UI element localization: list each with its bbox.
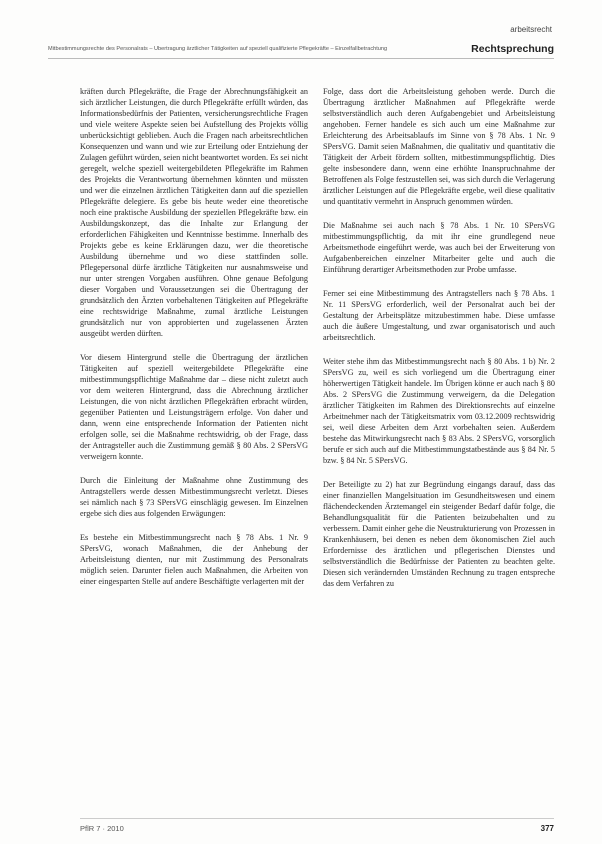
page-number: 377 <box>540 823 554 833</box>
page-footer <box>80 822 554 834</box>
paragraph: Es bestehe ein Mitbestimmungsrecht nach § 78 Abs. 1 Nr. 9 SPersVG, wonach Maßnahmen, die der Anhebung der Arbeitsleistung dienten, nur mit Zustimmung des Personalrats möglich seien. Darunter fielen auch Maßnahmen, die Arbeiten von einer eingesparten Stelle auf andere Beschäftigte verlagerten mit der <box>80 533 308 586</box>
paragraph: Der Beteiligte zu 2) hat zur Begründung eingangs darauf, dass das einer finanziellen Mangelsituation im Gesundheitswesen und einem flächendeckenden Ärztemangel ein steigender Bedarf dafür folge, die Behandlungsqualität für die Patienten beizubehalten und zu verbessern. Damit einher gehe die Neustrukturierung von Prozessen in Krankenhäusern, bei denen es neben dem ökonomischen Ziel auch Erfordernisse des ärztlichen und pflegerischen Dienstes und selbstverständlich die Bedürfnisse der Patienten zu beachten gelte. Diesen sich verändernden Umständen Rechnung zu tragen entspreche das dem Verfahren zu <box>323 480 555 588</box>
right-column <box>323 86 555 602</box>
running-header <box>48 40 554 59</box>
left-column <box>80 86 308 600</box>
journal-issue: PflR 7 · 2010 <box>80 823 124 833</box>
paragraph: Die Maßnahme sei auch nach § 78 Abs. 1 Nr. 10 SPersVG mitbestimmungspflichtig, da mit ihr eine grundlegend neue Arbeitsmethode eingeführt werde, was auch bei der Erweiterung von Aufgabenbereichen einzelner Mitarbeiter gelte und auch die Einführung derartiger Arbeitsmethoden zur Probe umfasse. <box>323 221 555 274</box>
running-header-section: Rechtsprechung <box>471 43 554 55</box>
paragraph: Durch die Einleitung der Maßnahme ohne Zustimmung des Antragstellers werde dessen Mitbestimmungsrecht verletzt. Dieses sei nämlich nach § 73 SPersVG einschlägig gewesen. Im Einzelnen ergebe sich dies aus folgenden Erwägungen: <box>80 476 308 518</box>
paragraph: kräften durch Pflegekräfte, die Frage der Abrechnungsfähigkeit an sich ärztlicher Leistungen, die durch Pflegekräfte erfüllt würden, das Informationsbedürfnis der Patienten, versicherungsrechtliche Fragen und viele weitere Aspekte seien bei Aufstellung des Projekts völlig unberücksichtigt geblieben. Auch die Fragen nach arbeitsrechtlichen Konsequenzen und wann und wie zur Erteilung oder Entziehung der Zulagen geführt würden, seien nicht beantwortet worden. Es sei nicht geregelt, welche speziell weitergebildeten Pflegekräfte im Rahmen des Projekts die Verantwortung übernehmen könnten und müssten und wer die einzelnen ärztlichen Tätigkeiten dann auf die speziellen Pflegekräfte delegiere. Es gebe bis heute weder eine theoretische noch eine praktische Ausbildung der speziellen Pflegekräfte bzw. ein Ausbildungskonzept, das die Inhalte zur Erlangung der erforderlichen Fähigkeiten und Kenntnisse bestimme. Innerhalb des Projekts gebe es keine Erklärungen dazu, wer die theoretische Ausbildung übernehme und wo diese stattfinden solle. Pflegepersonal dürfe ärztliche Tätigkeiten nur ausnahmsweise und nur unter strengen Vorgaben ausführen. Ohne genaue Befolgung dieser Vorgaben und Voraussetzungen sei die Übertragung der grundsätzlich den Ärzten vorbehaltenen Tätigkeiten auf Pflegekräfte eine rechtswidrige Maßnahme, zumal ärztliche Leistungen grundsätzlich nur von approbierten und zugelassenen Ärzten ausgeübt werden dürften. <box>80 87 308 338</box>
running-header-path: Mitbestimmungsrechte des Personalrats – Übertragung ärztlicher Tätigkeiten auf speziell qualifizierte Pflegekräfte – Einzelfallbetrachtung <box>48 46 388 52</box>
paragraph: Ferner sei eine Mitbestimmung des Antragstellers nach § 78 Abs. 1 Nr. 11 SPersVG erforderlich, weil der Personalrat auch bei der Gestaltung der Arbeitsplätze mitzubestimmen habe. Diese umfasse auch die äußere Umgestaltung, und zwar organisatorisch und auch arbeitsrechtlich. <box>323 289 555 342</box>
section-kicker: arbeitsrecht <box>510 25 552 34</box>
footer-divider <box>80 818 554 819</box>
paragraph: Folge, dass dort die Arbeitsleistung gehoben werde. Durch die Übertragung ärztlicher Maßnahmen auf Pflegekräfte werde selbstverständlich auch deren Aufgabengebiet und Arbeitsleistung angehoben. Ferner handele es sich auch um eine Maßnahme zur Erleichterung des Arbeitsablaufs im Sinne von § 78 Abs. 1 Nr. 9 SPersVG. Damit seien Maßnahmen, die qualitativ und quantitativ die Tätigkeit der Arbeit fördern sollten, mitbestimmungspflichtig. Dies gelte insbesondere dann, wenn eine erhöhte Inanspruchnahme der Betroffenen als Folge festzustellen sei, was sich durch die Verlagerung ärztlicher Leistungen auf die Pflegekräfte ergebe, weil diese qualitativ und quantitativ vermehrt in Anspruch genommen würden. <box>323 87 555 206</box>
paragraph: Weiter stehe ihm das Mitbestimmungsrecht nach § 80 Abs. 1 b) Nr. 2 SPersVG zu, weil es sich vorliegend um die Übertragung einer höherwertigen Tätigkeit handele. Im Übrigen könne er auch nach § 80 Abs. 2 SPersVG die Zustimmung verweigern, da die Delegation ärztlicher Tätigkeiten im Rahmen des Direktionsrechts auf einzelne Arbeitnehmer nach der Tätigkeitsmatrix vom 03.12.2009 rechtswidrig sei, weil diese Arbeiten dem Arzt vorbehalten seien. Außerdem bestehe das Mitwirkungsrecht nach § 83 Abs. 2 SPersVG, vorsorglich berufe er sich auch auf die Mitbestimmungstatbestände aus § 84 Nr. 5 bzw. § 84 Nr. 5 SPersVG. <box>323 357 555 465</box>
paragraph: Vor diesem Hintergrund stelle die Übertragung der ärztlichen Tätigkeiten auf speziell weitergebildete Pflegekräfte eine mitbestimmungspflichtige Maßnahme dar – diese nicht zuletzt auch vor dem weiteren Hintergrund, dass die Abrechnung ärztlicher Leistungen, die von nicht ärztlichen Pflegekräften erbracht würden, gegenüber Patienten und Leistungsträgern erfolge. Von daher und dann, wenn eine entsprechende Information der Patienten nicht erfolgen solle, sei die Maßnahme rechtswidrig, ob der Frage, dass der Antragsteller auch die Zustimmung gemäß § 80 Abs. 2 SPersVG verweigern konnte. <box>80 353 308 461</box>
